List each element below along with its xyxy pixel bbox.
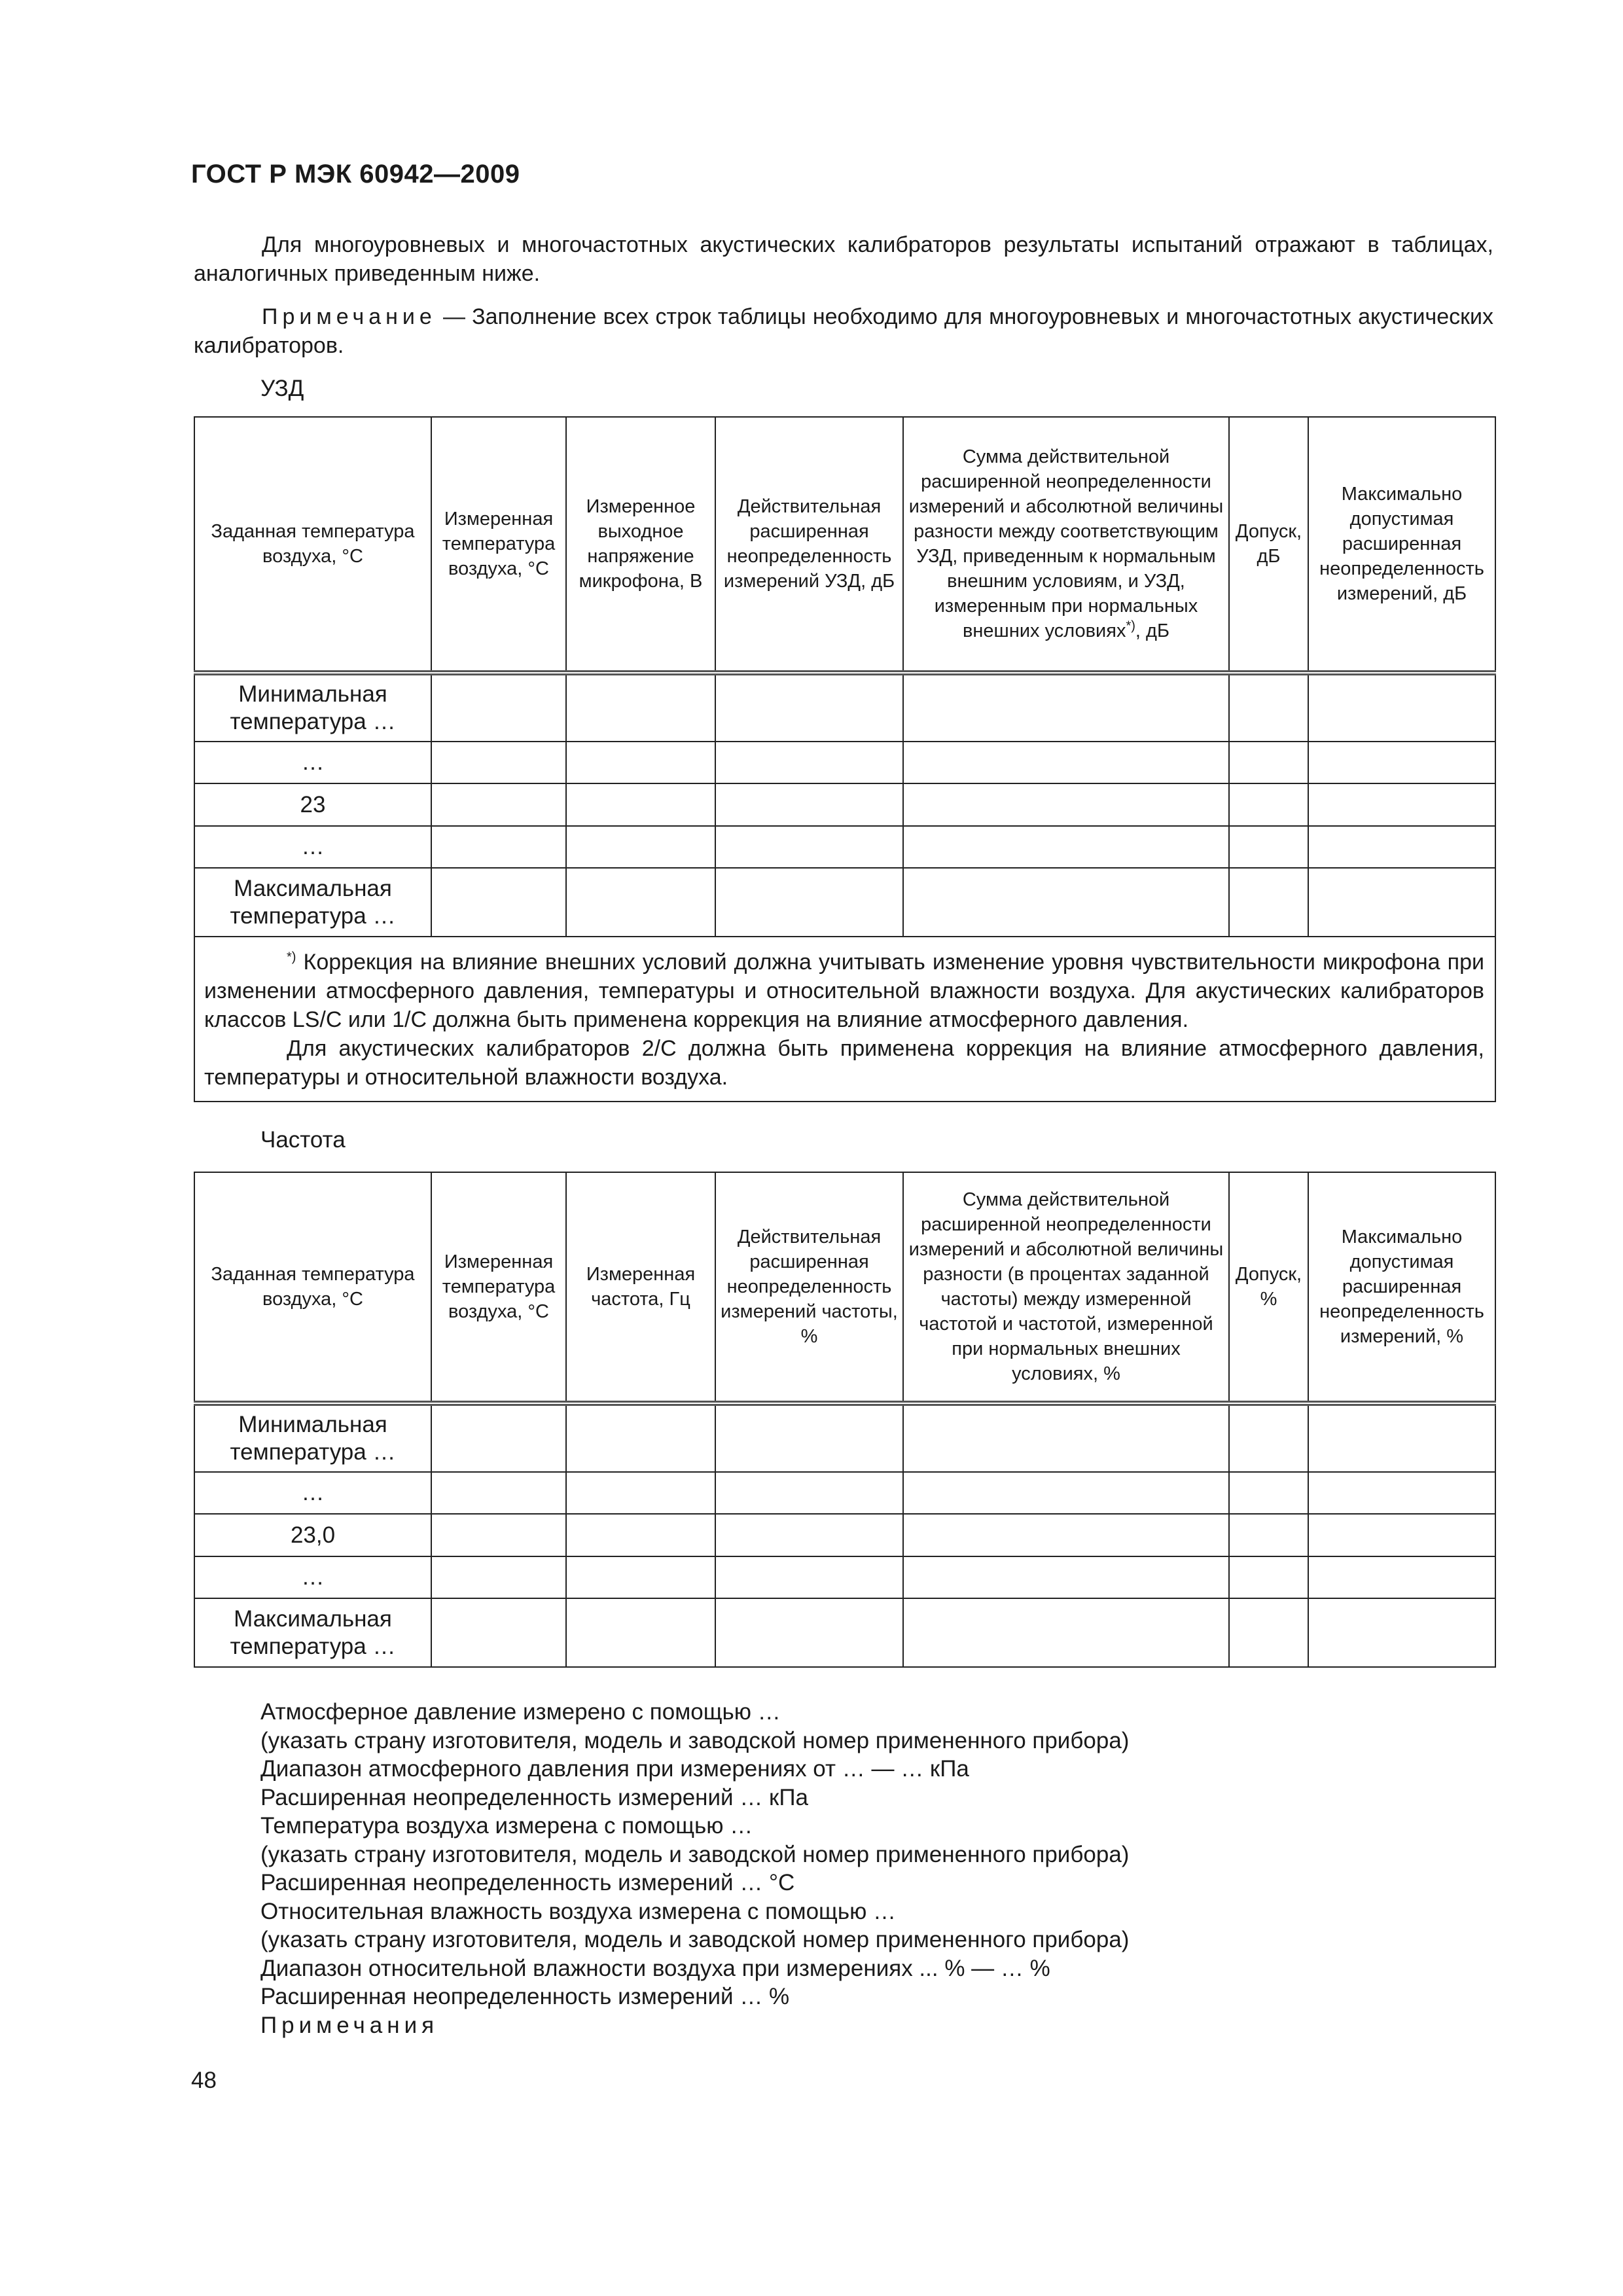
row-label: … [194, 742, 431, 783]
row-label: … [194, 1472, 431, 1514]
table2-header-cell: Измеренная температура воздуха, °С [431, 1172, 566, 1403]
measurement-notes [260, 1698, 1129, 2039]
table1-header5-text: Сумма действительной расширенной неопределенности измерений и абсолютной величины разности между соответствующим УЗД, приведенным к нормальным внешним условиям, и УЗД, измеренным при нормальных внешних условиях [908, 446, 1224, 641]
table-cell [566, 868, 715, 937]
table-row [194, 1514, 1495, 1556]
table-cell [431, 868, 566, 937]
table-cell [715, 826, 903, 868]
table-cell [1229, 783, 1308, 826]
table-cell [566, 826, 715, 868]
table2-header-cell: Действительная расширенная неопределенность измерений частоты, % [715, 1172, 903, 1403]
row-label: 23,0 [194, 1514, 431, 1556]
table-cell [1308, 826, 1495, 868]
table-cell [1229, 673, 1308, 742]
table-cell [431, 1514, 566, 1556]
table-cell [431, 1598, 566, 1667]
table1-header-cell: Измеренное выходное напряжение микрофона, В [566, 417, 715, 673]
table1-footnote [194, 937, 1495, 1102]
table-cell [715, 1598, 903, 1667]
table-cell [431, 783, 566, 826]
table1-header5-unit: , дБ [1135, 620, 1169, 641]
intro-text: Для многоуровневых и многочастотных акустических калибраторов результаты испытаний отражают в таблицах, аналогичных приведенным ниже. [194, 232, 1493, 286]
table-spl [194, 416, 1496, 1102]
footnote-paragraph-2: Для акустических калибраторов 2/C должна быть применена коррекция на влияние атмосферного давления, температуры и относительной влажности воздуха. [204, 1036, 1484, 1090]
table-cell [1229, 1472, 1308, 1514]
table-cell [715, 783, 903, 826]
table-row [194, 1556, 1495, 1598]
row-label: 23 [194, 783, 431, 826]
note-label: Примечание [262, 304, 437, 329]
table2-caption: Частота [260, 1127, 346, 1153]
table-cell [1308, 742, 1495, 783]
table-cell [566, 1472, 715, 1514]
table-cell [431, 1403, 566, 1472]
table-cell [1229, 1514, 1308, 1556]
table1-header-row [194, 417, 1495, 673]
row-label: Минимальная температура … [194, 673, 431, 742]
table-cell [1229, 1403, 1308, 1472]
table1-header-cell: Заданная температура воздуха, °С [194, 417, 431, 673]
note-line: (указать страну изготовителя, модель и заводской номер примененного прибора) [260, 1927, 1130, 1952]
table-cell [903, 783, 1229, 826]
table2-header-cell: Заданная температура воздуха, °С [194, 1172, 431, 1403]
table-cell [566, 1514, 715, 1556]
table-row [194, 868, 1495, 937]
table2-header-cell: Измеренная частота, Гц [566, 1172, 715, 1403]
table-row [194, 783, 1495, 826]
note-line: Диапазон относительной влажности воздуха при измерениях ... % — … % [260, 1955, 1050, 1981]
table-cell [1308, 868, 1495, 937]
intro-paragraph [194, 230, 1493, 288]
note-line: Расширенная неопределенность измерений … °С [260, 1870, 795, 1895]
footnote-paragraph-1 [204, 948, 1484, 1034]
table1-header-cell: Действительная расширенная неопределенность измерений УЗД, дБ [715, 417, 903, 673]
table-cell [1229, 1598, 1308, 1667]
table-cell [431, 1472, 566, 1514]
table-row [194, 742, 1495, 783]
table1-footnote-row [194, 937, 1495, 1102]
table2-header-cell: Максимально допустимая расширенная неопределенность измерений, % [1308, 1172, 1495, 1403]
notes-heading: Примечания [260, 2012, 439, 2038]
table-cell [903, 742, 1229, 783]
table2-header-row [194, 1172, 1495, 1403]
table1-header-cell: Допуск, дБ [1229, 417, 1308, 673]
table-row [194, 1403, 1495, 1472]
table-cell [1229, 742, 1308, 783]
table-cell [903, 868, 1229, 937]
table1-header-cell: Максимально допустимая расширенная неопределенность измерений, дБ [1308, 417, 1495, 673]
table-cell [1308, 1556, 1495, 1598]
table-cell [903, 1598, 1229, 1667]
table-cell [431, 1556, 566, 1598]
table-cell [1229, 1556, 1308, 1598]
row-label: Максимальная температура … [194, 1598, 431, 1667]
table-cell [715, 868, 903, 937]
table1-header-cell-sum [903, 417, 1229, 673]
table1-header-cell: Измеренная температура воздуха, °С [431, 417, 566, 673]
table-cell [903, 1514, 1229, 1556]
table-cell [1308, 673, 1495, 742]
table-cell [566, 783, 715, 826]
table-cell [1308, 783, 1495, 826]
table-cell [1308, 1598, 1495, 1667]
table-cell [566, 1556, 715, 1598]
table-cell [715, 1514, 903, 1556]
table-row [194, 1472, 1495, 1514]
table-cell [903, 1403, 1229, 1472]
footnote-text-1: Коррекция на влияние внешних условий должна учитывать изменение уровня чувствительности микрофона при изменении атмосферного давления, температуры и относительной влажности воздуха. Для акустических калибраторов классов LS/C или 1/C должна быть применена коррекция на влияние атмосферного давления. [204, 950, 1484, 1032]
table-cell [903, 826, 1229, 868]
table-cell [715, 1472, 903, 1514]
table-cell [715, 673, 903, 742]
table-cell [566, 742, 715, 783]
table-cell [1308, 1403, 1495, 1472]
note-line: Атмосферное давление измерено с помощью … [260, 1699, 781, 1725]
table-row [194, 673, 1495, 742]
document-header: ГОСТ Р МЭК 60942—2009 [191, 160, 520, 188]
table-cell [431, 673, 566, 742]
footnote-ref: *) [1126, 619, 1135, 634]
table-row [194, 826, 1495, 868]
footnote-mark: *) [287, 950, 296, 965]
table-cell [1229, 868, 1308, 937]
note-line: Относительная влажность воздуха измерена с помощью … [260, 1898, 897, 1924]
note-line: Расширенная неопределенность измерений … % [260, 1984, 790, 2009]
table-row [194, 1598, 1495, 1667]
table-cell [1229, 826, 1308, 868]
row-label: … [194, 826, 431, 868]
table-cell [715, 1556, 903, 1598]
table-cell [431, 826, 566, 868]
table-cell [566, 1598, 715, 1667]
table-cell [903, 1556, 1229, 1598]
table1-caption: УЗД [260, 376, 304, 401]
table-cell [1308, 1514, 1495, 1556]
note-line: Расширенная неопределенность измерений … кПа [260, 1784, 808, 1810]
note-line: Диапазон атмосферного давления при измерениях от … — … кПа [260, 1756, 969, 1782]
table-cell [566, 673, 715, 742]
table-cell [566, 1403, 715, 1472]
note-text: — Заполнение всех строк таблицы необходимо для многоуровневых и многочастотных акустических калибраторов. [194, 304, 1493, 358]
row-label: … [194, 1556, 431, 1598]
table-cell [715, 742, 903, 783]
note-line: Температура воздуха измерена с помощью … [260, 1813, 753, 1839]
page-number: 48 [191, 2068, 217, 2093]
table-frequency [194, 1172, 1496, 1668]
row-label: Максимальная температура … [194, 868, 431, 937]
table-cell [431, 742, 566, 783]
note-paragraph [194, 302, 1493, 360]
table-cell [903, 1472, 1229, 1514]
table-cell [1308, 1472, 1495, 1514]
note-line: (указать страну изготовителя, модель и заводской номер примененного прибора) [260, 1727, 1130, 1753]
table2-header-cell: Допуск, % [1229, 1172, 1308, 1403]
row-label: Минимальная температура … [194, 1403, 431, 1472]
table-cell [903, 673, 1229, 742]
table2-header-cell: Сумма действительной расширенной неопределенности измерений и абсолютной величины разности (в процентах заданной частоты) между измеренной частотой и частотой, измеренной при нормальных внешних условиях, % [903, 1172, 1229, 1403]
table-cell [715, 1403, 903, 1472]
note-line: (указать страну изготовителя, модель и заводской номер примененного прибора) [260, 1841, 1130, 1867]
